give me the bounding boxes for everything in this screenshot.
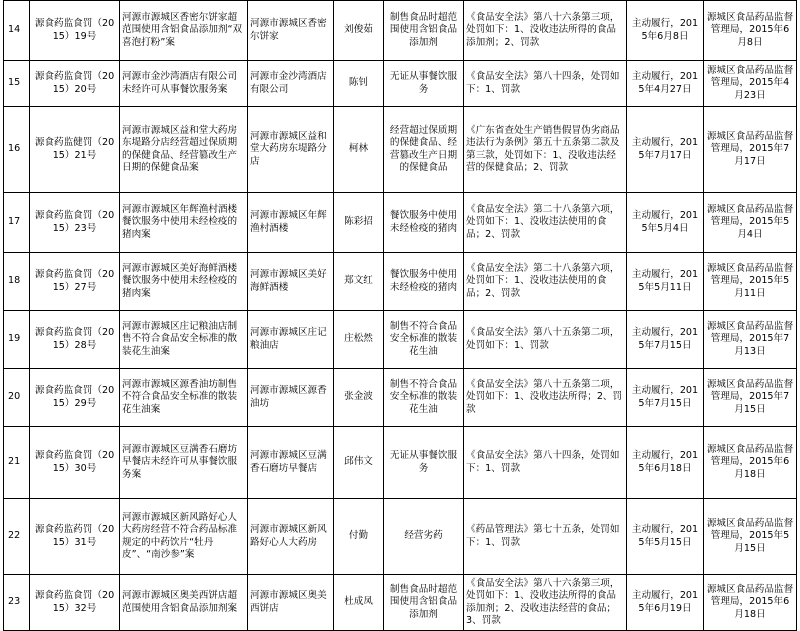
party-name-cell: 河源市金沙湾酒店有限公司 bbox=[248, 61, 334, 107]
execution-status-cell: 主动履行，2015年5月11日 bbox=[627, 253, 704, 311]
penalty-table bbox=[3, 0, 797, 631]
penalty-basis-cell: 《食品安全法》第八十五条第二项，处罚如下：1、罚款 bbox=[464, 311, 627, 369]
row-number-cell: 22 bbox=[4, 499, 30, 575]
penalty-basis-cell: 《食品安全法》第八十五条第二项，处罚如下：1、没收违法所得；2、罚款 bbox=[464, 369, 627, 427]
document-number-cell: 源食药监食罚（2015）23号 bbox=[30, 193, 120, 253]
penalty-basis-cell: 《食品安全法》第二十八条第六项，处罚如下：1、没收违法使用的食品；2、罚款 bbox=[464, 193, 627, 253]
table-row bbox=[4, 311, 797, 369]
violation-fact-cell: 餐饮服务中使用未经检疫的猪肉 bbox=[384, 253, 464, 311]
legal-representative-cell: 付勤 bbox=[334, 499, 384, 575]
case-name-cell: 河源市源城区庄记粮油店制售不符合食品安全标准的散装花生油案 bbox=[120, 311, 248, 369]
violation-fact-cell: 经营劣药 bbox=[384, 499, 464, 575]
penalty-authority-cell: 源城区食品药品监督管理局，2015年4月23日 bbox=[704, 61, 797, 107]
case-name-cell: 河源市源城区新风路好心人大药房经营不符合药品标准规定的中药饮片“牡丹皮”、“南沙参”案 bbox=[120, 499, 248, 575]
case-name-cell: 河源市源城区美好海鲜酒楼餐饮服务中使用未经检疫的猪肉案 bbox=[120, 253, 248, 311]
party-name-cell: 河源市源城区年辉渔村酒楼 bbox=[248, 193, 334, 253]
party-name-cell: 河源市源城区美好海鲜酒楼 bbox=[248, 253, 334, 311]
document-number-cell: 源食药监药罚（2015）31号 bbox=[30, 499, 120, 575]
document-number-cell: 源食药监食罚（2015）29号 bbox=[30, 369, 120, 427]
legal-representative-cell: 陈钊 bbox=[334, 61, 384, 107]
party-name-cell: 河源市源城区新风路好心人大药房 bbox=[248, 499, 334, 575]
row-number-cell: 20 bbox=[4, 369, 30, 427]
violation-fact-cell: 制售食品时超范围使用含铝食品添加剂 bbox=[384, 575, 464, 631]
violation-fact-cell: 无证从事餐饮服务 bbox=[384, 427, 464, 499]
case-name-cell: 河源市源城区奥美西饼店超范围使用含铝食品添加剂案 bbox=[120, 575, 248, 631]
document-number-cell: 源食药监食罚（2015）20号 bbox=[30, 61, 120, 107]
penalty-authority-cell: 源城区食品药品监督管理局，2015年5月4日 bbox=[704, 193, 797, 253]
penalty-basis-cell: 《食品安全法》第八十四条，处罚如下：1、罚款 bbox=[464, 61, 627, 107]
table-row bbox=[4, 61, 797, 107]
legal-representative-cell: 郑文红 bbox=[334, 253, 384, 311]
case-name-cell: 河源市源城区香密尔饼家超范围使用含铝食品添加剂“双喜泡打粉”案 bbox=[120, 1, 248, 61]
row-number-cell: 18 bbox=[4, 253, 30, 311]
execution-status-cell: 主动履行，2015年4月27日 bbox=[627, 61, 704, 107]
execution-status-cell: 主动履行，2015年6月8日 bbox=[627, 1, 704, 61]
legal-representative-cell: 陈彩招 bbox=[334, 193, 384, 253]
table-row bbox=[4, 499, 797, 575]
execution-status-cell: 主动履行，2015年7月17日 bbox=[627, 107, 704, 193]
legal-representative-cell: 庄松然 bbox=[334, 311, 384, 369]
party-name-cell: 河源市源城区豆满香石磨坊早餐店 bbox=[248, 427, 334, 499]
legal-representative-cell: 张金波 bbox=[334, 369, 384, 427]
legal-representative-cell: 刘俊茹 bbox=[334, 1, 384, 61]
violation-fact-cell: 无证从事餐饮服务 bbox=[384, 61, 464, 107]
penalty-authority-cell: 源城区食品药品监督管理局，2015年6月18日 bbox=[704, 427, 797, 499]
penalty-basis-cell: 《广东省查处生产销售假冒伪劣商品违法行为条例》第五十五条第二款及第三款，处罚如下：1、没收违法经营的保健食品；2、罚款 bbox=[464, 107, 627, 193]
table-row bbox=[4, 427, 797, 499]
table-row bbox=[4, 107, 797, 193]
party-name-cell: 河源市源城区源香油坊 bbox=[248, 369, 334, 427]
case-name-cell: 河源市源城区豆满香石磨坊早餐店未经许可从事餐饮服务案 bbox=[120, 427, 248, 499]
row-number-cell: 19 bbox=[4, 311, 30, 369]
violation-fact-cell: 制售食品时超范围使用含铝食品添加剂 bbox=[384, 1, 464, 61]
violation-fact-cell: 餐饮服务中使用未经检疫的猪肉 bbox=[384, 193, 464, 253]
table-row bbox=[4, 369, 797, 427]
penalty-authority-cell: 源城区食品药品监督管理局，2015年7月17日 bbox=[704, 107, 797, 193]
row-number-cell: 17 bbox=[4, 193, 30, 253]
party-name-cell: 河源市源城区庄记粮油店 bbox=[248, 311, 334, 369]
penalty-authority-cell: 源城区食品药品监督管理局，2015年7月13日 bbox=[704, 311, 797, 369]
execution-status-cell: 主动履行，2015年5月4日 bbox=[627, 193, 704, 253]
case-name-cell: 河源市源城区益和堂大药房东堤路分店经营超过保质期的保健食品、经营篡改生产日期的保健食品案 bbox=[120, 107, 248, 193]
table-body bbox=[4, 1, 797, 631]
case-name-cell: 河源市金沙湾酒店有限公司未经许可从事餐饮服务案 bbox=[120, 61, 248, 107]
document-number-cell: 源食药监食罚（2015）27号 bbox=[30, 253, 120, 311]
penalty-authority-cell: 源城区食品药品监督管理局，2015年6月18日 bbox=[704, 575, 797, 631]
penalty-authority-cell: 源城区食品药品监督管理局，2015年5月15日 bbox=[704, 499, 797, 575]
case-name-cell: 河源市源城区年辉渔村酒楼餐饮服务中使用未经检疫的猪肉案 bbox=[120, 193, 248, 253]
document-number-cell: 源食药监食罚（2015）28号 bbox=[30, 311, 120, 369]
document-number-cell: 源食药监健罚（2015）21号 bbox=[30, 107, 120, 193]
row-number-cell: 23 bbox=[4, 575, 30, 631]
case-name-cell: 河源市源城区源香油坊制售不符合食品安全标准的散装花生油案 bbox=[120, 369, 248, 427]
row-number-cell: 15 bbox=[4, 61, 30, 107]
row-number-cell: 16 bbox=[4, 107, 30, 193]
execution-status-cell: 主动履行，2015年5月15日 bbox=[627, 499, 704, 575]
table-row bbox=[4, 1, 797, 61]
legal-representative-cell: 柯林 bbox=[334, 107, 384, 193]
violation-fact-cell: 制售不符合食品安全标准的散装花生油 bbox=[384, 311, 464, 369]
document-number-cell: 源食药监食罚（2015）30号 bbox=[30, 427, 120, 499]
penalty-authority-cell: 源城区食品药品监督管理局，2015年5月11日 bbox=[704, 253, 797, 311]
violation-fact-cell: 经营超过保质期的保健食品、经营篡改生产日期的保健食品 bbox=[384, 107, 464, 193]
execution-status-cell: 主动履行，2015年6月19日 bbox=[627, 575, 704, 631]
execution-status-cell: 主动履行，2015年7月15日 bbox=[627, 311, 704, 369]
penalty-authority-cell: 源城区食品药品监督管理局，2015年6月8日 bbox=[704, 1, 797, 61]
violation-fact-cell: 制售不符合食品安全标准的散装花生油 bbox=[384, 369, 464, 427]
penalty-basis-cell: 《食品安全法》第二十八条第六项，处罚如下：1、没收违法使用的食品；2、罚款 bbox=[464, 253, 627, 311]
execution-status-cell: 主动履行，2015年7月15日 bbox=[627, 369, 704, 427]
penalty-basis-cell: 《食品安全法》第八十六条第三项，处罚如下：1、没收违法所得的食品添加剂；2、罚款 bbox=[464, 1, 627, 61]
party-name-cell: 河源市源城区奥美西饼店 bbox=[248, 575, 334, 631]
table-row bbox=[4, 253, 797, 311]
penalty-basis-cell: 《药品管理法》第七十五条，处罚如下：1、罚款 bbox=[464, 499, 627, 575]
document-number-cell: 源食药监食罚（2015）19号 bbox=[30, 1, 120, 61]
execution-status-cell: 主动履行，2015年6月18日 bbox=[627, 427, 704, 499]
party-name-cell: 河源市源城区香密尔饼家 bbox=[248, 1, 334, 61]
document-number-cell: 源食药监食罚（2015）32号 bbox=[30, 575, 120, 631]
penalty-authority-cell: 源城区食品药品监督管理局，2015年7月15日 bbox=[704, 369, 797, 427]
table-row bbox=[4, 193, 797, 253]
row-number-cell: 21 bbox=[4, 427, 30, 499]
legal-representative-cell: 邱伟文 bbox=[334, 427, 384, 499]
row-number-cell: 14 bbox=[4, 1, 30, 61]
party-name-cell: 河源市源城区益和堂大药房东堤路分店 bbox=[248, 107, 334, 193]
penalty-basis-cell: 《食品安全法》第八十四条，处罚如下：1、罚款 bbox=[464, 427, 627, 499]
penalty-basis-cell: 《食品安全法》第八十六条第三项，处罚如下：1、没收违法所得的食品添加剂；2、没收违法经营的食品；3、罚款 bbox=[464, 575, 627, 631]
legal-representative-cell: 杜成凤 bbox=[334, 575, 384, 631]
table-row bbox=[4, 575, 797, 631]
